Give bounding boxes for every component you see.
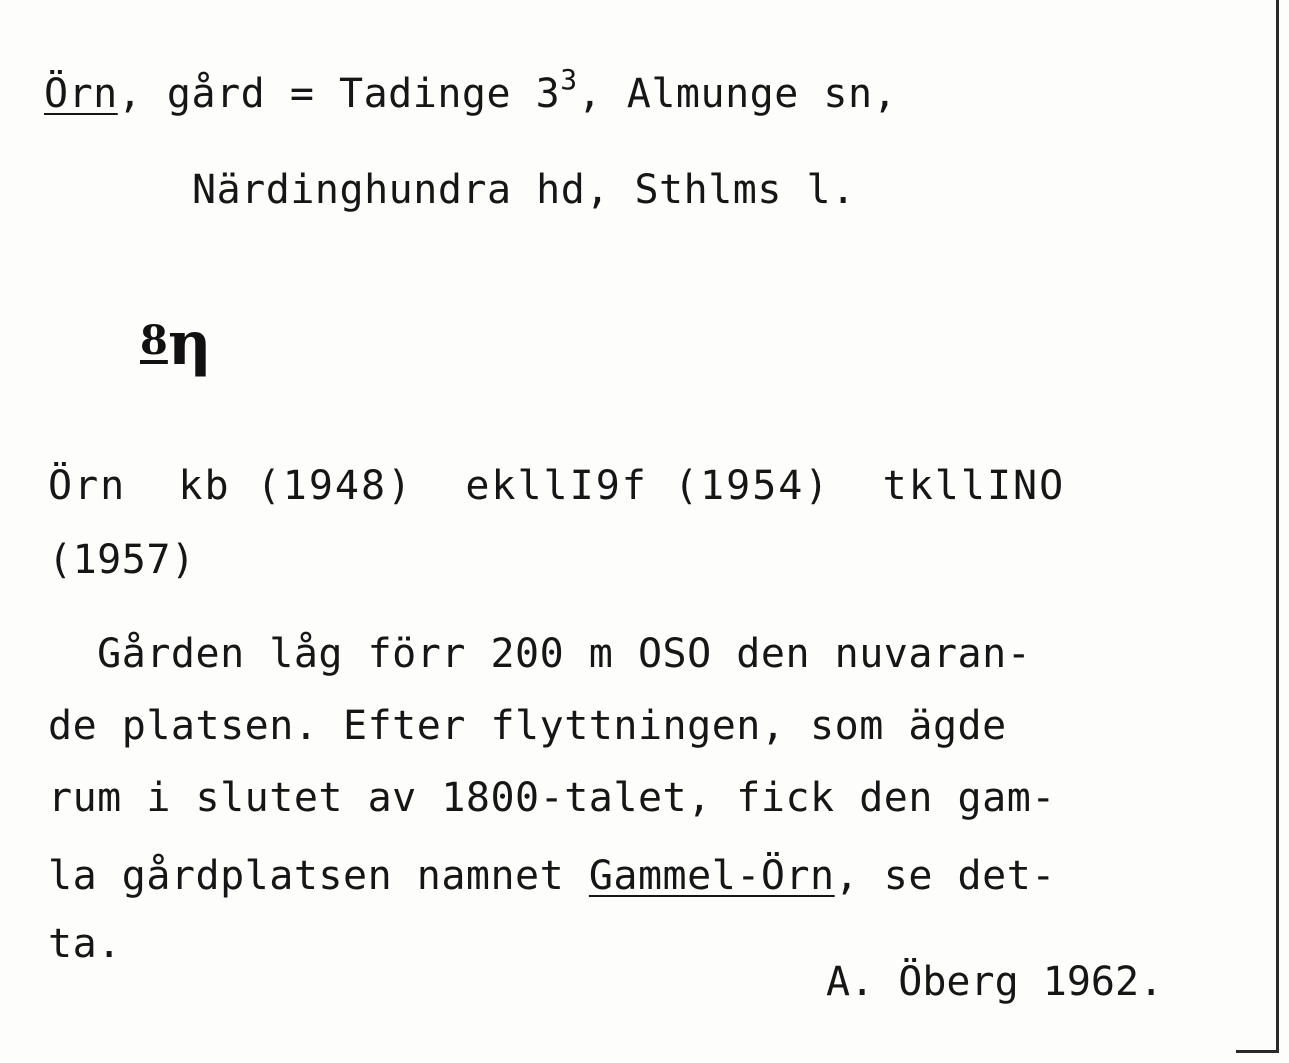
classification-digit: 8 [140, 317, 168, 364]
body-line-1: Gården låg förr 200 m OSO den nuvaran- [48, 631, 1032, 677]
superscript: 3 [560, 63, 578, 96]
cross-reference: Gammel-Örn [588, 853, 835, 899]
body-line-4-end: , se det- [834, 853, 1056, 899]
body-line-3: rum i slutet av 1800-talet, fick den gam- [48, 775, 1056, 821]
card-edge-right [1276, 0, 1279, 1052]
body-line-5: ta. [48, 921, 122, 967]
place-name: Örn [44, 71, 118, 117]
body-line-4 [48, 852, 1056, 900]
heading-text: , gård = Tadinge 3 [117, 71, 561, 117]
body-line-2: de platsen. Efter flyttningen, som ägde [48, 703, 1007, 749]
classification-letter: η [167, 309, 212, 379]
sources-line-1: Örn kb (1948) ekllI9f (1954) tkllINO [48, 463, 1066, 509]
signature: A. Öberg 1962. [826, 959, 1164, 1005]
heading-line-1 [44, 63, 898, 118]
card-edge-bottom [1236, 1050, 1279, 1053]
heading-text-end: , Almunge sn, [577, 71, 898, 117]
heading-line-2: Närdinghundra hd, Sthlms l. [192, 167, 856, 213]
classification-mark [140, 306, 211, 379]
body-line-4-start: la gårdplatsen namnet [48, 853, 589, 899]
sources-line-2: (1957) [48, 537, 196, 583]
